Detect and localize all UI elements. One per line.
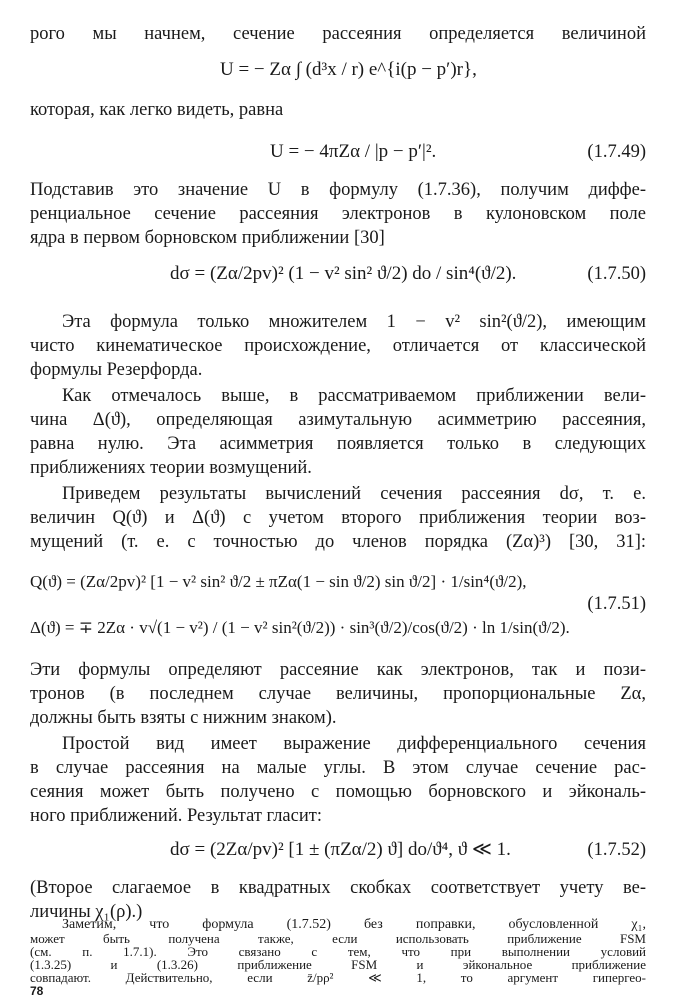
text-line: ренциальное сечение рассеяния электронов в кулоновском поле	[30, 204, 646, 224]
text-line: (1.3.25) и (1.3.26) приближение FSM и эйкональное приближение	[30, 957, 646, 972]
text-line: в случае рассеяния на малые углы. В этом случае сечение рас-	[30, 758, 646, 778]
text-line: Заметим, что формула (1.7.52) без поправки, обусловленной χ₁,	[62, 917, 646, 932]
text-line: личины χ₁(ρ).)	[30, 902, 143, 922]
equation-text: U = − Zα ∫ (d³x / r) e^{i(p − p′)r},	[220, 59, 477, 80]
text-line: (Второе слагаемое в квадратных скобках соответствует учету ве-	[30, 878, 646, 898]
text-line: Подставив это значение U в формулу (1.7.36), получим диффе-	[30, 180, 646, 200]
text-line: приближениях теории возмущений.	[30, 458, 312, 478]
equation-1-7-51-d: Δ(ϑ) = ∓ 2Zα · v√(1 − v²) / (1 − v² sin²(ϑ/2)) · sin³(ϑ/2)/cos(ϑ/2) · ln 1/sin(ϑ/2).	[30, 618, 570, 637]
text-line: которая, как легко видеть, равна	[30, 100, 284, 120]
text-line: Приведем результаты вычислений сечения рассеяния dσ, т. е.	[62, 484, 646, 504]
text-line: совпадают. Действительно, если z̄/pρ² ≪ 1, то аргумент гипергео-	[30, 970, 646, 985]
text-line: чисто кинематическое происхождение, отличается от классической	[30, 336, 646, 356]
text-line: (см. п. 1.7.1). Это связано с тем, что при выполнении условий	[30, 944, 646, 959]
text-line: равна нулю. Эта асимметрия появляется только в следующих	[30, 434, 646, 454]
equation-1-7-49: U = − 4πZα / |p − p′|².	[270, 141, 437, 162]
text-line: Как отмечалось выше, в рассматриваемом приближении вели-	[62, 386, 646, 406]
equation-number: (1.7.49)	[587, 142, 646, 162]
page-number: 78	[30, 984, 44, 998]
text-line: ного приближений. Результат гласит:	[30, 806, 322, 826]
equation-number: (1.7.52)	[587, 840, 646, 860]
text-line: мущений (т. е. с точностью до членов порядка (Zα)³) [30, 31]:	[30, 532, 646, 552]
text-line: рого мы начнем, сечение рассеяния определяется величиной	[30, 24, 646, 44]
text-line: Эта формула только множителем 1 − v² sin²(ϑ/2), имеющим	[62, 312, 646, 332]
equation-number: (1.7.50)	[587, 264, 646, 284]
text-line: чина Δ(ϑ), определяющая азимутальную асимметрию рассеяния,	[30, 410, 646, 430]
text-line: формулы Резерфорда.	[30, 360, 203, 380]
text-line: величин Q(ϑ) и Δ(ϑ) с учетом второго приближения теории воз-	[30, 508, 646, 528]
text-line: ядра в первом борновском приближении [30]	[30, 228, 385, 248]
equation-1-7-50: dσ = (Zα/2pv)² (1 − v² sin² ϑ/2) do / sin⁴(ϑ/2).	[170, 263, 517, 284]
equation-1-7-52: dσ = (2Zα/pv)² [1 ± (πZα/2) ϑ] do/ϑ⁴, ϑ ≪ 1.	[170, 839, 511, 860]
text-line: Простой вид имеет выражение дифференциального сечения	[62, 734, 646, 754]
text-line: может быть получена также, если использовать приближение FSM	[30, 931, 646, 946]
text-line: Эти формулы определяют рассеяние как электронов, так и пози-	[30, 660, 646, 680]
text-line: тронов (в последнем случае величины, пропорциональные Zα,	[30, 684, 646, 704]
equation-u-integral	[220, 58, 477, 82]
equation-number: (1.7.51)	[587, 594, 646, 614]
text-line: сеяния может быть получено с помощью борновского и эйкональ-	[30, 782, 646, 802]
text-line: должны быть взяты с нижним знаком).	[30, 708, 337, 728]
equation-1-7-51-q: Q(ϑ) = (Zα/2pv)² [1 − v² sin² ϑ/2 ± πZα(1 − sin ϑ/2) sin ϑ/2] · 1/sin⁴(ϑ/2),	[30, 572, 527, 591]
